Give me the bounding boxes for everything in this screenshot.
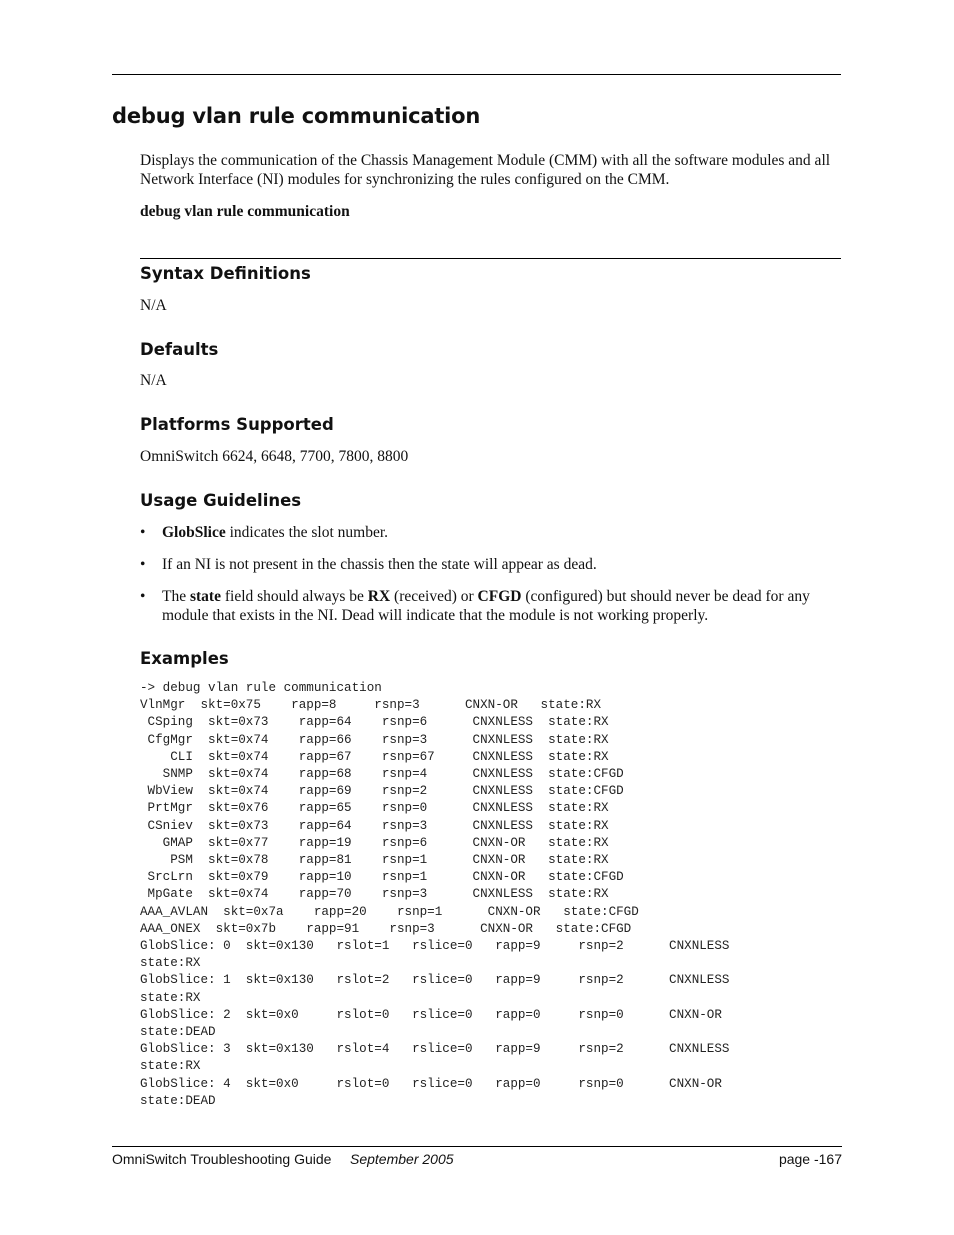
bullet-dot: • (140, 524, 146, 541)
bullet-dot: • (140, 588, 146, 605)
bullet-text: If an NI is not present in the chassis then the state will appear as dead. (162, 556, 597, 573)
footer-page-number: page -167 (778, 1151, 842, 1167)
bullet-text (162, 523, 842, 542)
bullet-bold-term: RX (367, 588, 391, 605)
platforms-text: OmniSwitch 6624, 6648, 7700, 7800, 8800 (140, 448, 409, 465)
bullet-text (162, 587, 842, 625)
footer-date: September 2005 (350, 1151, 454, 1167)
defaults-text: N/A (140, 372, 167, 389)
top-rule (112, 74, 841, 75)
footer-guide-title: OmniSwitch Troubleshooting Guide (112, 1151, 332, 1167)
syntax-definitions-heading: Syntax Definitions (140, 264, 311, 283)
section-divider (140, 258, 841, 259)
usage-bullet-ni-missing (140, 555, 840, 575)
bullet-body: indicates the slot number. (225, 524, 389, 541)
bullet-dot: • (140, 556, 146, 573)
bullet-bold-term: GlobSlice (162, 524, 226, 541)
defaults-heading: Defaults (140, 340, 219, 359)
bullet-bold-term: state (189, 588, 221, 605)
bullet-bold-term: CFGD (477, 588, 522, 605)
examples-heading: Examples (140, 649, 229, 668)
bullet-body: field should always be (220, 588, 368, 605)
example-output: -> debug vlan rule communication VlnMgr skt=0x75 rapp=8 rsnp=3 CNXN-OR state:RX CSping skt=0x73 rapp=64 rsnp=6 CNXNLESS state:RX CfgMgr skt=0x74 rapp=66 rsnp=3 CNXNLESS state:RX CLI skt=0x74 rapp=67 rsnp=67 CNXNLESS state:RX SNMP skt=0x74 rapp=68 rsnp=4 CNXNLESS state:CFGD WbView skt=0x74 rapp=69 rsnp=2 CNXNLESS state:CFGD PrtMgr skt=0x76 rapp=65 rsnp=0 CNXNLESS state:RX CSniev skt=0x73 rapp=64 rsnp=3 CNXNLESS state:RX GMAP skt=0x77 rapp=19 rsnp=6 CNXN-OR state:RX PSM skt=0x78 rapp=81 rsnp=1 CNXN-OR state:RX SrcLrn skt=0x79 rapp=10 rsnp=1 CNXN-OR state:CFGD MpGate skt=0x74 rapp=70 rsnp=3 CNXNLESS state:RX AAA_AVLAN skt=0x7a rapp=20 rsnp=1 CNXN-OR state:CFGD AAA_ONEX skt=0x7b rapp=91 rsnp=3 CNXN-OR state:CFGD GlobSlice: 0 skt=0x130 rslot=1 rslice=0 rapp=9 rsnp=2 CNXNLESS state:RX GlobSlice: 1 skt=0x130 rslot=2 rslice=0 rapp=9 rsnp=2 CNXNLESS state:RX GlobSlice: 2 skt=0x0 rslot=0 rslice=0 rapp=0 rsnp=0 CNXN-OR state:DEAD GlobSlice: 3 skt=0x130 rslot=4 rslice=0 rapp=9 rsnp=2 CNXNLESS state:RX GlobSlice: 4 skt=0x0 rslot=0 rslice=0 rapp=0 rsnp=0 CNXN-OR state:DEAD (140, 681, 730, 1108)
footer-rule (112, 1146, 842, 1147)
command-description: Displays the communication of the Chassis Management Module (CMM) with all the software modules and all Network Interface (NI) modules for synchronizing the rules configured on the CMM. (140, 152, 831, 188)
usage-bullet-globslice (140, 523, 840, 543)
bullet-body: (configured) but should never be dead for any module that exists in the NI. Dead will indicate that the module is not working properly. (162, 588, 810, 624)
bullet-body: (received) or (390, 588, 478, 605)
bullet-body: The (162, 588, 190, 605)
usage-bullet-state-field (140, 587, 840, 627)
command-syntax: debug vlan rule communication (140, 203, 350, 220)
usage-guidelines-heading: Usage Guidelines (140, 491, 302, 510)
syntax-definitions-text: N/A (140, 297, 167, 314)
page-title: debug vlan rule communication (112, 104, 481, 128)
platforms-heading: Platforms Supported (140, 415, 334, 434)
